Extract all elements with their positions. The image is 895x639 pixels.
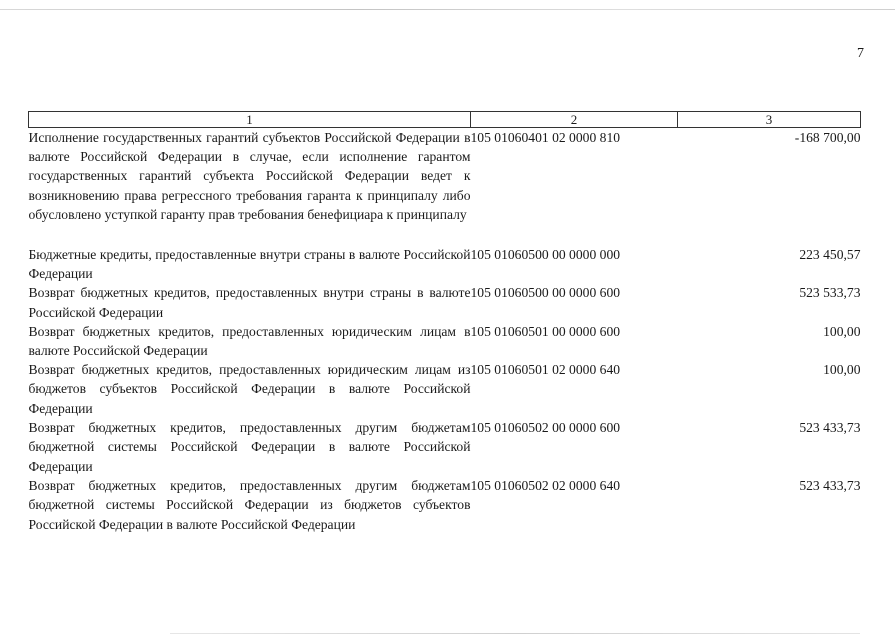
- row-description: Возврат бюджетных кредитов, предоставленных юридическим лицам в валюте Российской Федерации: [28, 323, 471, 359]
- row-code: 105 01060502 02 0000 640: [470, 478, 621, 494]
- row-code: 105 01060500 00 0000 600: [470, 285, 621, 301]
- row-amount: 223 450,57: [799, 247, 861, 262]
- row-amount: 100,00: [823, 323, 861, 339]
- table-row: [29, 283, 861, 321]
- column-header-code: 2: [471, 112, 678, 128]
- budget-sources-table: [28, 111, 861, 534]
- row-description: Бюджетные кредиты, предоставленные внутри страны в валюте Российской Федерации: [28, 247, 471, 282]
- table-row: [29, 418, 861, 476]
- row-code: 105 01060401 02 0000 810: [470, 130, 621, 145]
- row-amount: 100,00: [823, 362, 861, 378]
- column-header-description: 1: [29, 112, 471, 128]
- page-number: 7: [857, 46, 864, 61]
- column-header-amount: 3: [678, 112, 861, 128]
- row-amount: 523 433,73: [799, 420, 861, 436]
- table-row: [29, 360, 861, 418]
- row-amount: 523 433,73: [799, 478, 861, 494]
- row-code: 105 01060501 02 0000 640: [470, 362, 621, 378]
- table-row: [29, 322, 861, 360]
- row-code: 105 01060500 00 0000 000: [470, 247, 621, 262]
- table-row: [29, 128, 861, 246]
- row-amount: -168 700,00: [794, 130, 861, 145]
- row-description: Возврат бюджетных кредитов, предоставленных другим бюджетам бюджетной системы Российской Федерации в валюте Российской Федерации: [28, 420, 471, 474]
- row-description: Возврат бюджетных кредитов, предоставленных внутри страны в валюте Российской Федерации: [28, 285, 471, 320]
- table-row: [29, 245, 861, 283]
- row-description: Возврат бюджетных кредитов, предоставленных юридическим лицам из бюджетов субъектов Российской Федерации в валюте Российской Федерации: [28, 362, 471, 416]
- table-row: [29, 476, 861, 534]
- row-amount: 523 533,73: [799, 285, 861, 301]
- row-code: 105 01060501 00 0000 600: [470, 323, 621, 339]
- table-header-row: [29, 112, 861, 128]
- row-code: 105 01060502 00 0000 600: [470, 420, 621, 436]
- row-description: Возврат бюджетных кредитов, предоставленных другим бюджетам бюджетной системы Российской Федерации из бюджетов субъектов Российской Федерации в валюте Российской Федерации: [28, 478, 471, 532]
- row-description: Исполнение государственных гарантий субъектов Российской Федерации в валюте Российской Федерации в случае, если исполнение гарантом государственных гарантий субъекта Российской Федерации ведет к возникновению права регрессного требования гаранта к принципалу либо обусловлено уступкой гаранту прав требования бенефициара к принципалу: [28, 130, 471, 222]
- scan-edge-bottom: [170, 633, 860, 634]
- scan-edge-top: [0, 9, 895, 10]
